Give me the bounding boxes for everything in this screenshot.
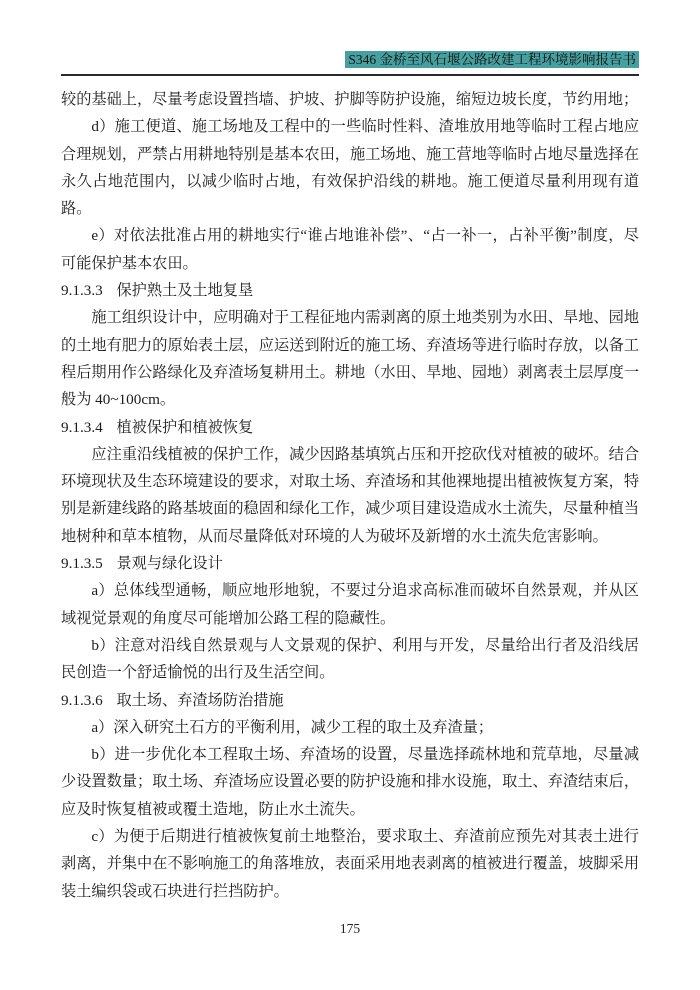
section-title: 取土场、弃渣场防治措施 <box>116 691 284 709</box>
section-heading-9133 <box>61 277 639 304</box>
section-heading-9136 <box>61 687 639 714</box>
paragraph-item-e: e）对依法批准占用的耕地实行“谁占地谁补偿”、“占一补一，占补平衡”制度，尽可能保护基本农田。 <box>61 227 639 272</box>
page-number: 175 <box>339 921 361 936</box>
document-body <box>61 86 639 905</box>
section-number: 9.1.3.3 <box>61 282 103 300</box>
section-heading-9135 <box>61 550 639 577</box>
section-number: 9.1.3.6 <box>61 691 103 709</box>
section-number: 9.1.3.4 <box>61 418 103 436</box>
paragraph-spoil-b: b）进一步优化本工程取土场、弃渣场的设置，尽量选择疏林地和荒草地，尽量减少设置数量；取土场、弃渣场应设置必要的防护设施和排水设施，取土、弃渣结束后，应及时恢复植被或覆土造地，防止水土流失。 <box>61 746 639 818</box>
paragraph-vegetation: 应注重沿线植被的保护工作，减少因路基填筑占压和开挖砍伐对植被的破坏。结合环境现状及生态环境建设的要求，对取土场、弃渣场和其他裸地提出植被恢复方案，特别是新建线路的路基坡面的稳固和绿化工作，减少项目建设造成水土流失，尽量种植当地树种和草本植物，从而尽量降低对环境的人为破坏及新增的水土流失危害影响。 <box>61 445 639 545</box>
paragraph-spoil-a: a）深入研究土石方的平衡利用，减少工程的取土及弃渣量； <box>91 718 494 736</box>
section-title: 植被保护和植被恢复 <box>116 418 254 436</box>
paragraph-item-d: d）施工便道、施工场地及工程中的一些临时性料、渣堆放用地等临时工程占地应合理规划，严禁占用耕地特别是基本农田，施工场地、施工营地等临时占地尽量选择在永久占地范围内，以减少临时占地，有效保护沿线的耕地。施工便道尽量利用现有道路。 <box>61 118 639 218</box>
paragraph-landscape-b: b）注意对沿线自然景观与人文景观的保护、利用与开发，尽量给出行者及沿线居民创造一个舒适愉悦的出行及生活空间。 <box>61 636 639 682</box>
section-title: 景观与绿化设计 <box>116 555 223 573</box>
page-header <box>61 50 639 76</box>
paragraph-soil-reclamation: 施工组织设计中，应明确对于工程征地内需剥离的原土地类别为水田、旱地、园地的土地有肥力的原始表土层，应运送到附近的施工场、弃渣场等进行临时存放，以备工程后期用作公路绿化及弃渣场复耕用土。耕地（水田、旱地、园地）剥离表土层厚度一般为 40~100cm。 <box>61 309 639 409</box>
section-heading-9134 <box>61 414 639 441</box>
section-title: 保护熟土及土地复垦 <box>116 282 254 300</box>
section-number: 9.1.3.5 <box>61 555 103 573</box>
header-running-title: S346 金桥至风石堰公路改建工程环境影响报告书 <box>345 51 639 68</box>
paragraph-continuation: 较的基础上，尽量考虑设置挡墙、护坡、护脚等防护设施，缩短边坡长度，节约用地； <box>61 91 639 108</box>
paragraph-landscape-a: a）总体线型通畅，顺应地形地貌，不要过分追求高标准而破坏自然景观，并从区域视觉景观的角度尽可能增加公路工程的隐藏性。 <box>61 582 639 627</box>
paragraph-spoil-c: c）为便于后期进行植被恢复前土地整治，要求取土、弃渣前应预先对其表土进行剥离，并集中在不影响施工的角落堆放，表面采用地表剥离的植被进行覆盖，坡脚采用装土编织袋或石块进行拦挡防护。 <box>61 828 639 900</box>
